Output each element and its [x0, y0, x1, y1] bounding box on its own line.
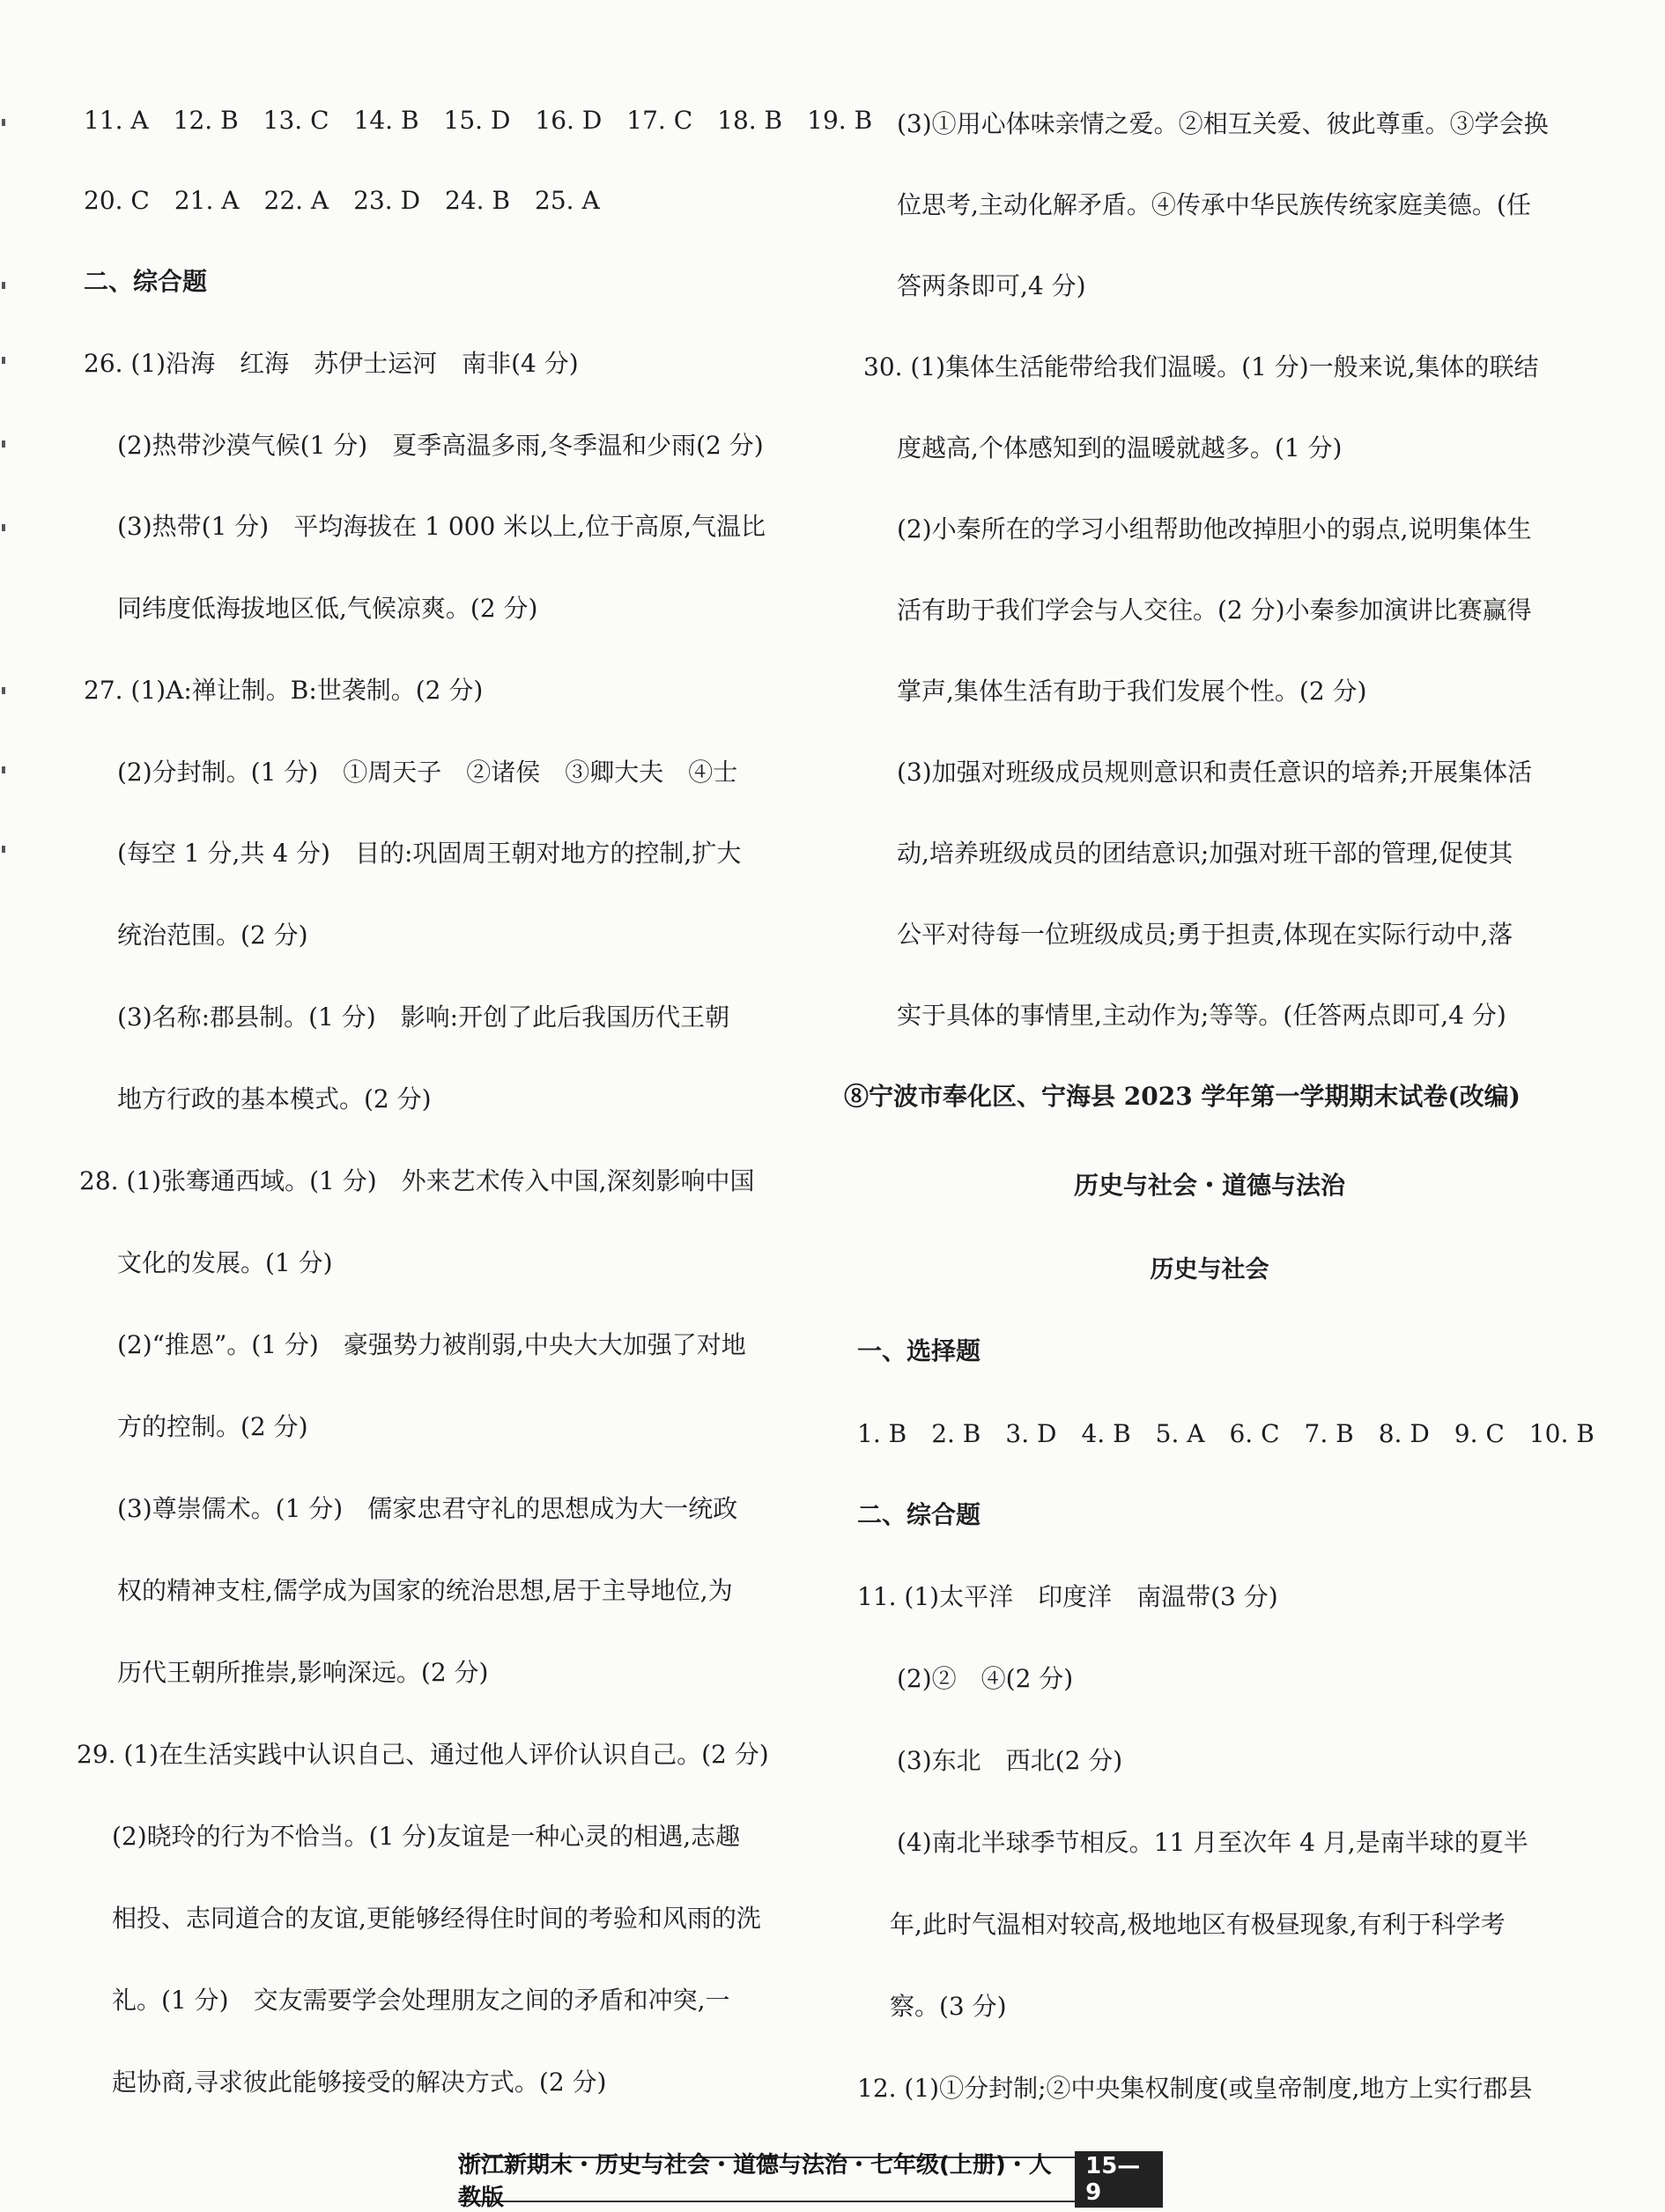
answer-line: (3)热带(1 分) 平均海拔在 1 000 米以上,位于高原,气温比 [117, 512, 766, 541]
answer-line: 掌声,集体生活有助于我们发展个性。(2 分) [897, 677, 1367, 706]
answer-line: 答两条即可,4 分) [897, 271, 1086, 300]
answer-line: 权的精神支柱,儒学成为国家的统治思想,居于主导地位,为 [117, 1576, 733, 1605]
answer-line: (3)①用心体味亲情之爱。②相互关爱、彼此尊重。③学会换 [897, 109, 1549, 138]
answer-line: 动,培养班级成员的团结意识;加强对班干部的管理,促使其 [897, 839, 1513, 868]
answer-line: (2)小秦所在的学习小组帮助他改掉胆小的弱点,说明集体生 [897, 514, 1532, 544]
answer-line: (2)晓玲的行为不恰当。(1 分)友谊是一种心灵的相遇,志趣 [112, 1822, 741, 1851]
answer-line: 地方行政的基本模式。(2 分) [117, 1084, 432, 1113]
page-footer [458, 2152, 1163, 2211]
answer-line: (4)南北半球季节相反。11 月至次年 4 月,是南半球的夏半 [897, 1828, 1528, 1857]
answer-line: 26. (1)沿海 红海 苏伊士运河 南非(4 分) [84, 349, 579, 378]
answer-line: 方的控制。(2 分) [117, 1412, 308, 1441]
answer-line: (2)分封制。(1 分) ①周天子 ②诸侯 ③卿大夫 ④士 [117, 758, 738, 787]
answer-line: 文化的发展。(1 分) [117, 1248, 333, 1277]
section-heading: 二、综合题 [84, 267, 208, 296]
answer-line: 29. (1)在生活实践中认识自己、通过他人评价认识自己。(2 分) [77, 1740, 769, 1769]
answer-line: 12. (1)①分封制;②中央集权制度(或皇帝制度,地方上实行郡县 [857, 2074, 1533, 2103]
answer-line: 礼。(1 分) 交友需要学会处理朋友之间的矛盾和冲突,一 [112, 1986, 730, 2015]
exam-title: ⑧宁波市奉化区、宁海县 2023 学年第一学期期末试卷(改编) [844, 1082, 1521, 1111]
answer-line: 公平对待每一位班级成员;勇于担责,体现在实际行动中,落 [897, 920, 1513, 949]
answer-line: (3)东北 西北(2 分) [897, 1746, 1123, 1775]
footer-text: 浙江新期末・历史与社会・道德与法治・七年级(上册)・人教版 [458, 2152, 1052, 2211]
answer-line: 20. C 21. A 22. A 23. D 24. B 25. A [84, 186, 600, 215]
section-heading: 二、综合题 [857, 1500, 981, 1529]
answer-line: 27. (1)A:禅让制。B:世袭制。(2 分) [84, 676, 484, 705]
answer-line: 位思考,主动化解矛盾。④传承中华民族传统家庭美德。(任 [897, 190, 1531, 219]
answer-line: 1. B 2. B 3. D 4. B 5. A 6. C 7. B 8. D 9. C 10. B [857, 1419, 1595, 1448]
answer-line: (3)名称:郡县制。(1 分) 影响:开创了此后我国历代王朝 [117, 1002, 730, 1032]
answer-line: (每空 1 分,共 4 分) 目的:巩固周王朝对地方的控制,扩大 [117, 839, 742, 868]
answer-line: 察。(3 分) [890, 1992, 1007, 2021]
answer-line: 度越高,个体感知到的温暖就越多。(1 分) [897, 433, 1343, 462]
answer-line: 11. A 12. B 13. C 14. B 15. D 16. D 17. C 18. B 19. B [84, 106, 873, 135]
page-edge-marks [0, 0, 9, 2208]
answer-line: (2)“推恩”。(1 分) 豪强势力被削弱,中央大大加强了对地 [117, 1330, 746, 1359]
answer-line: 起协商,寻求彼此能够接受的解决方式。(2 分) [112, 2068, 607, 2097]
answer-line: 同纬度低海拔地区低,气候凉爽。(2 分) [117, 594, 538, 623]
answer-line: 历代王朝所推崇,影响深远。(2 分) [117, 1658, 489, 1687]
answer-line: 28. (1)张骞通西域。(1 分) 外来艺术传入中国,深刻影响中国 [79, 1166, 755, 1195]
answer-line: (2)② ④(2 分) [897, 1664, 1074, 1693]
subject-title: 历史与社会・道德与法治 [1073, 1171, 1345, 1200]
answer-line: 相投、志同道合的友谊,更能够经得住时间的考验和风雨的洗 [112, 1904, 761, 1933]
subject-subtitle: 历史与社会 [1150, 1256, 1269, 1284]
answer-line: 11. (1)太平洋 印度洋 南温带(3 分) [857, 1582, 1278, 1611]
answer-line: 30. (1)集体生活能带给我们温暖。(1 分)一般来说,集体的联结 [863, 352, 1539, 381]
answer-line: (2)热带沙漠气候(1 分) 夏季高温多雨,冬季温和少雨(2 分) [117, 431, 764, 460]
answer-line: 活有助于我们学会与人交往。(2 分)小秦参加演讲比赛赢得 [897, 596, 1532, 625]
answer-line: (3)尊崇儒术。(1 分) 儒家忠君守礼的思想成为大一统政 [117, 1494, 738, 1523]
section-heading: 一、选择题 [857, 1336, 981, 1365]
answer-line: (3)加强对班级成员规则意识和责任意识的培养;开展集体活 [897, 758, 1533, 787]
page-number: 15—9 [1075, 2151, 1163, 2208]
answer-line: 年,此时气温相对较高,极地地区有极昼现象,有利于科学考 [890, 1910, 1506, 1939]
answer-line: 统治范围。(2 分) [117, 921, 308, 950]
answer-line: 实于具体的事情里,主动作为;等等。(任答两点即可,4 分) [897, 1001, 1506, 1030]
